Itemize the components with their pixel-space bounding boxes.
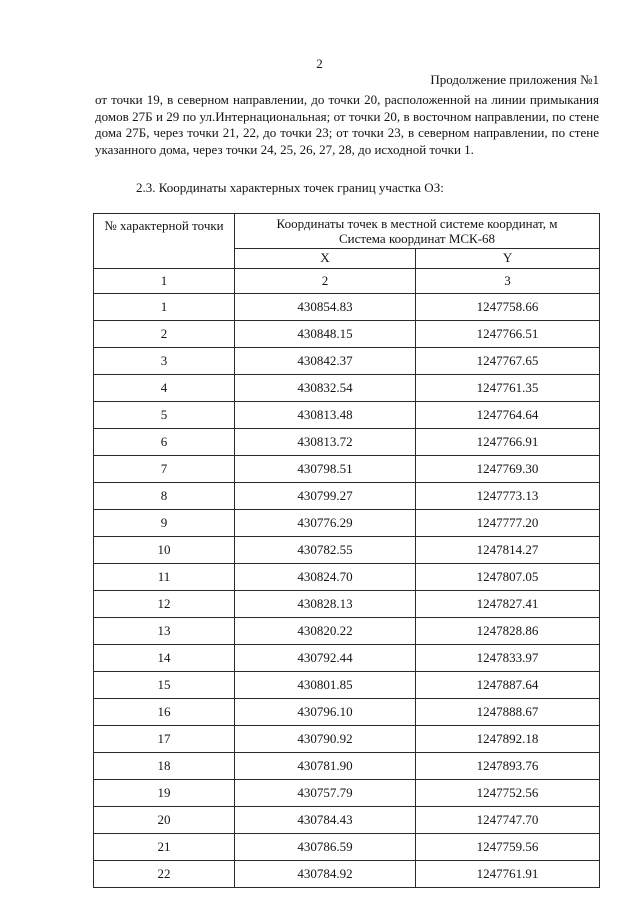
y-coordinate-cell: 1247892.18: [416, 726, 600, 753]
y-coordinate-cell: 1247761.91: [416, 861, 600, 888]
table-row: [94, 618, 600, 645]
x-coordinate-cell: 430781.90: [235, 753, 416, 780]
table-row: [94, 564, 600, 591]
y-coordinate-cell: 1247888.67: [416, 699, 600, 726]
coordinates-header-line1: Координаты точек в местной системе координат, м: [276, 216, 558, 231]
table-row: [94, 429, 600, 456]
point-number-cell: 20: [94, 807, 235, 834]
table-row: [94, 861, 600, 888]
point-number-cell: 14: [94, 645, 235, 672]
column-number: 1: [94, 269, 235, 294]
column-number: 3: [416, 269, 600, 294]
x-coordinate-cell: 430832.54: [235, 375, 416, 402]
y-header: Y: [416, 248, 600, 268]
point-number-cell: 7: [94, 456, 235, 483]
column-number: 2: [235, 269, 416, 294]
x-coordinate-cell: 430776.29: [235, 510, 416, 537]
table-row: [94, 375, 600, 402]
point-number-cell: 13: [94, 618, 235, 645]
table-row: [94, 699, 600, 726]
point-number-cell: 1: [94, 294, 235, 321]
y-coordinate-cell: 1247764.64: [416, 402, 600, 429]
y-coordinate-cell: 1247766.91: [416, 429, 600, 456]
y-coordinate-cell: 1247766.51: [416, 321, 600, 348]
y-coordinate-cell: 1247761.35: [416, 375, 600, 402]
y-coordinate-cell: 1247777.20: [416, 510, 600, 537]
point-number-cell: 18: [94, 753, 235, 780]
table-row: [94, 780, 600, 807]
table-header-row: [94, 214, 600, 249]
point-number-cell: 9: [94, 510, 235, 537]
point-number-cell: 5: [94, 402, 235, 429]
table-row: [94, 726, 600, 753]
point-number-cell: 17: [94, 726, 235, 753]
x-coordinate-cell: 430813.72: [235, 429, 416, 456]
table-row: [94, 348, 600, 375]
y-coordinate-cell: 1247827.41: [416, 591, 600, 618]
column-number-row: [94, 269, 600, 294]
x-coordinate-cell: 430792.44: [235, 645, 416, 672]
section-heading: 2.3. Координаты характерных точек границ участка ОЗ:: [136, 180, 444, 195]
point-number-cell: 22: [94, 861, 235, 888]
x-coordinate-cell: 430828.13: [235, 591, 416, 618]
table-row: [94, 537, 600, 564]
y-coordinate-cell: 1247814.27: [416, 537, 600, 564]
x-coordinate-cell: 430782.55: [235, 537, 416, 564]
point-number-cell: 21: [94, 834, 235, 861]
y-coordinate-cell: 1247773.13: [416, 483, 600, 510]
y-coordinate-cell: 1247752.56: [416, 780, 600, 807]
y-coordinate-cell: 1247767.65: [416, 348, 600, 375]
point-number-cell: 6: [94, 429, 235, 456]
x-coordinate-cell: 430784.92: [235, 861, 416, 888]
point-number-cell: 10: [94, 537, 235, 564]
y-coordinate-cell: 1247807.05: [416, 564, 600, 591]
y-coordinate-cell: 1247887.64: [416, 672, 600, 699]
table-row: [94, 834, 600, 861]
point-number-header: № характерной точки: [94, 214, 235, 269]
table-row: [94, 294, 600, 321]
x-coordinate-cell: 430798.51: [235, 456, 416, 483]
table-row: [94, 807, 600, 834]
table-row: [94, 321, 600, 348]
y-coordinate-cell: 1247833.97: [416, 645, 600, 672]
point-number-cell: 19: [94, 780, 235, 807]
x-header: X: [235, 248, 416, 268]
table-row: [94, 753, 600, 780]
x-coordinate-cell: 430842.37: [235, 348, 416, 375]
point-number-cell: 3: [94, 348, 235, 375]
coordinates-header-line2: Система координат МСК-68: [338, 231, 496, 246]
x-coordinate-cell: 430801.85: [235, 672, 416, 699]
table-row: [94, 591, 600, 618]
x-coordinate-cell: 430824.70: [235, 564, 416, 591]
point-number-cell: 15: [94, 672, 235, 699]
point-number-cell: 16: [94, 699, 235, 726]
y-coordinate-cell: 1247747.70: [416, 807, 600, 834]
x-coordinate-cell: 430757.79: [235, 780, 416, 807]
y-coordinate-cell: 1247769.30: [416, 456, 600, 483]
boundary-description: от точки 19, в северном направлении, до точки 20, расположенной на линии примыкания домов 27Б и 29 по ул.Интернациональная; от точки 20, в восточном направлении, по стене дома 27Б, через точки 21, 22, до точки 23; от точки 23, в северном направлении, по стене указанного дома, через точки 24, 25, 26, 27, 28, до исходной точки 1.: [95, 92, 599, 157]
x-coordinate-cell: 430784.43: [235, 807, 416, 834]
x-coordinate-cell: 430799.27: [235, 483, 416, 510]
appendix-note: Продолжение приложения №1: [430, 72, 599, 87]
table-row: [94, 483, 600, 510]
x-coordinate-cell: 430854.83: [235, 294, 416, 321]
point-number-cell: 2: [94, 321, 235, 348]
x-coordinate-cell: 430796.10: [235, 699, 416, 726]
point-number-cell: 12: [94, 591, 235, 618]
y-coordinate-cell: 1247759.56: [416, 834, 600, 861]
page-number: 2: [316, 56, 323, 71]
point-number-cell: 4: [94, 375, 235, 402]
y-coordinate-cell: 1247893.76: [416, 753, 600, 780]
table-row: [94, 510, 600, 537]
x-coordinate-cell: 430813.48: [235, 402, 416, 429]
table-row: [94, 402, 600, 429]
table-row: [94, 645, 600, 672]
coordinates-table: [93, 213, 600, 888]
table-row: [94, 672, 600, 699]
x-coordinate-cell: 430848.15: [235, 321, 416, 348]
y-coordinate-cell: 1247828.86: [416, 618, 600, 645]
point-number-cell: 11: [94, 564, 235, 591]
x-coordinate-cell: 430790.92: [235, 726, 416, 753]
coordinates-header: [235, 214, 600, 249]
y-coordinate-cell: 1247758.66: [416, 294, 600, 321]
x-coordinate-cell: 430820.22: [235, 618, 416, 645]
table-row: [94, 456, 600, 483]
x-coordinate-cell: 430786.59: [235, 834, 416, 861]
point-number-cell: 8: [94, 483, 235, 510]
